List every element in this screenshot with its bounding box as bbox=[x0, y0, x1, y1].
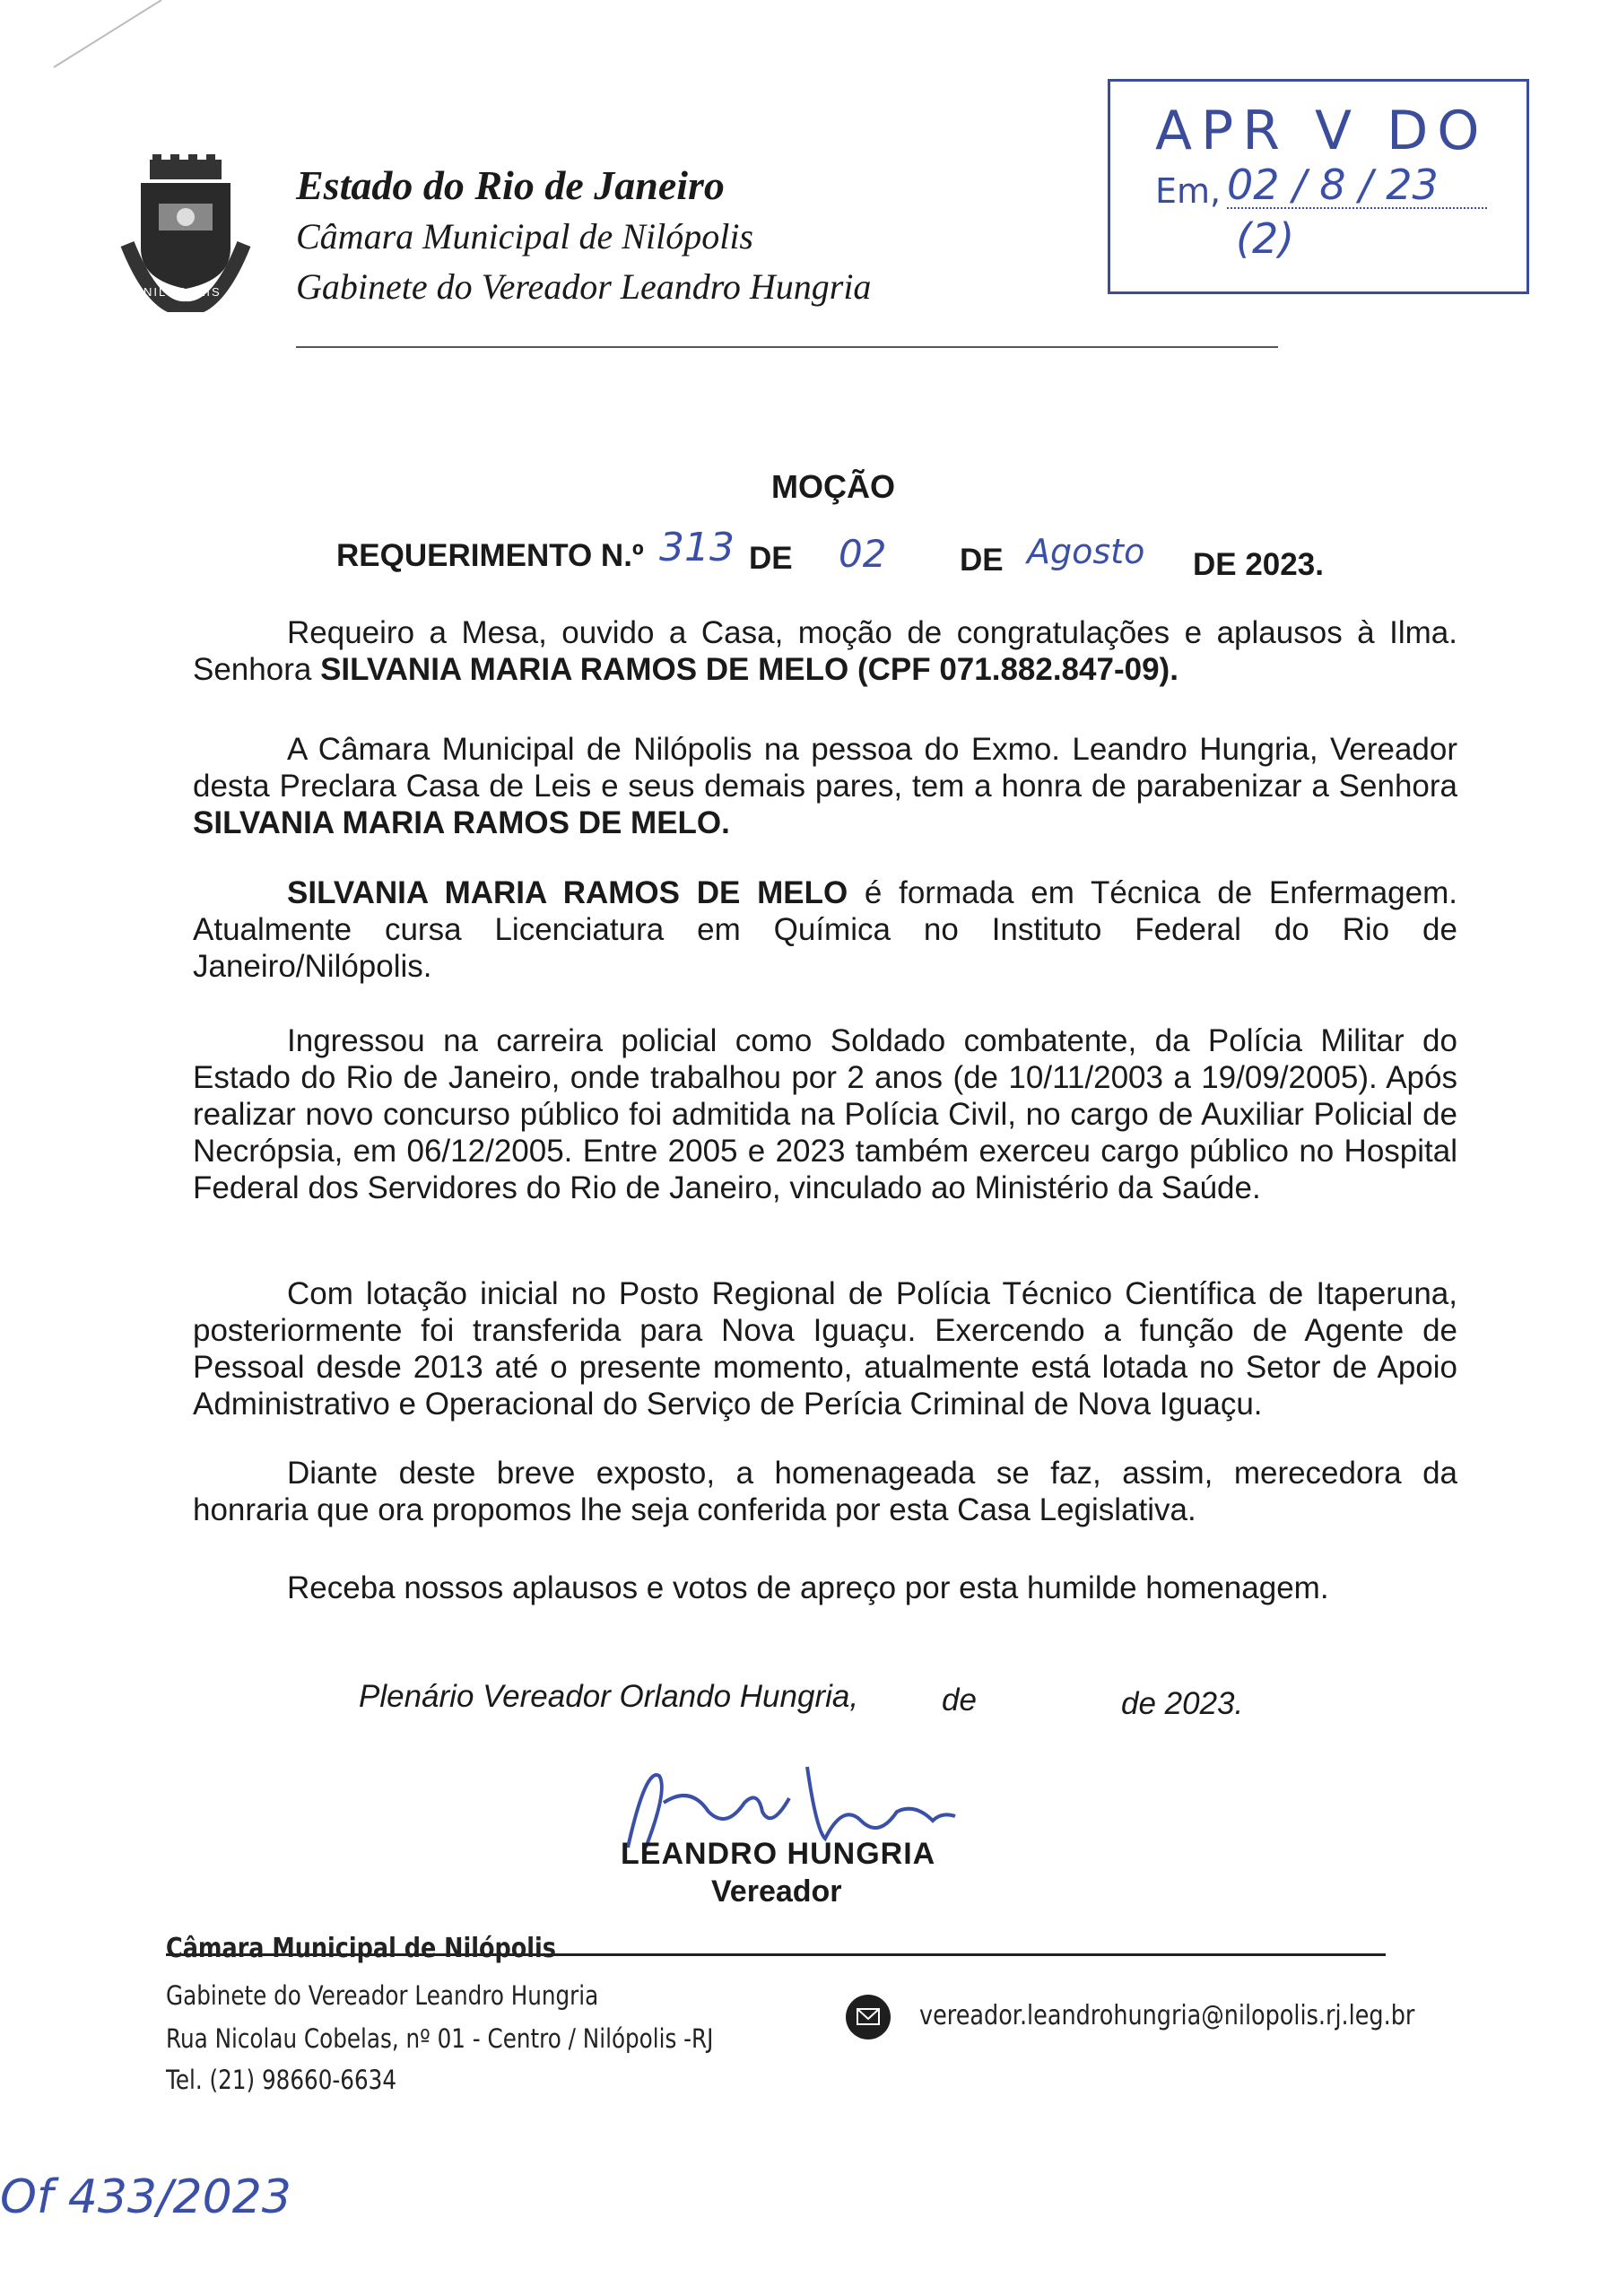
honoree-name-bold: SILVANIA MARIA RAMOS DE MELO bbox=[287, 875, 848, 910]
request-day: 02 bbox=[839, 532, 887, 576]
header-divider bbox=[296, 346, 1278, 348]
signatory-role: Vereador bbox=[711, 1874, 842, 1909]
paragraph-5-text: Com lotação inicial no Posto Regional de Polícia Técnico Científica de Itaperuna, posteriormente foi transferida para Nova Iguaçu. Exercendo a função de Agente de Pessoal desde 2013 até o presente momento, atualmente está lotada no Setor de Apoio Administrativo e Operacional do Serviço de Perícia Criminal de Nova Iguaçu. bbox=[193, 1276, 1457, 1422]
closing-de: de bbox=[942, 1683, 977, 1718]
honoree-name-cpf: SILVANIA MARIA RAMOS DE MELO (CPF 071.882.847-09). bbox=[320, 652, 1178, 687]
header-office: Gabinete do Vereador Leandro Hungria bbox=[296, 266, 872, 307]
request-line bbox=[336, 525, 1336, 587]
paragraph-4-text: Ingressou na carreira policial como Soldado combatente, da Polícia Militar do Estado do Rio de Janeiro, onde trabalhou por 2 anos (de 10/11/2003 a 19/09/2005). Após realizar novo concurso público foi admitida na Polícia Civil, no cargo de Auxiliar Policial de Necrópsia, em 06/12/2005. Entre 2005 e 2023 também exerceu cargo público no Hospital Federal dos Servidores do Rio de Janeiro, vinculado ao Ministério da Saúde. bbox=[193, 1023, 1457, 1205]
approval-stamp bbox=[1108, 79, 1529, 294]
scan-corner-mark bbox=[0, 0, 179, 126]
coat-of-arms-icon bbox=[118, 154, 253, 312]
request-month: Agosto bbox=[1027, 532, 1145, 571]
closing-place: Plenário Vereador Orlando Hungria, bbox=[359, 1679, 859, 1714]
coat-of-arms-label: NILÓPOLIS bbox=[144, 285, 222, 299]
paragraph-6 bbox=[193, 1455, 1457, 1528]
paragraph-3 bbox=[193, 874, 1457, 985]
paragraph-2-text: A Câmara Municipal de Nilópolis na pessoa do Exmo. Leandro Hungria, Vereador desta Preclara Casa de Leis e seus demais pares, tem a honra de parabenizar a Senhora bbox=[193, 732, 1457, 804]
request-year: DE 2023. bbox=[1193, 547, 1324, 582]
header-state: Estado do Rio de Janeiro bbox=[296, 162, 725, 208]
footer-email: vereador.leandrohungria@nilopolis.rj.leg.br bbox=[919, 2000, 1415, 2031]
paragraph-1-text: Requeiro a Mesa, ouvido a Casa, moção de congratulações e aplausos à Ilma. Senhora bbox=[193, 615, 1457, 687]
stamp-number: (2) bbox=[1236, 214, 1295, 263]
stamp-dotted-line bbox=[1227, 207, 1487, 209]
paragraph-3-text: é formada em Técnica de Enfermagem. Atualmente cursa Licenciatura em Química no Instituto Federal do Rio de Janeiro/Nilópolis. bbox=[193, 875, 1457, 984]
email-icon bbox=[846, 1995, 891, 2039]
paragraph-7-text: Receba nossos aplausos e votos de apreço por esta humilde homenagem. bbox=[287, 1570, 1329, 1605]
handwritten-reference: Of 433/2023 bbox=[0, 2170, 291, 2224]
stamp-em-label: Em, bbox=[1155, 171, 1222, 211]
request-de-1: DE bbox=[749, 541, 793, 576]
footer-phone: Tel. (21) 98660-6634 bbox=[166, 2065, 397, 2095]
paragraph-6-text: Diante deste breve exposto, a homenageada se faz, assim, merecedora da honraria que ora propomos lhe seja conferida por esta Casa Legislativa. bbox=[193, 1456, 1457, 1527]
paragraph-2 bbox=[193, 731, 1457, 841]
honoree-name: SILVANIA MARIA RAMOS DE MELO. bbox=[193, 805, 730, 840]
request-de-2: DE bbox=[960, 543, 1004, 578]
request-label: REQUERIMENTO N.º bbox=[336, 538, 644, 573]
signatory-name: LEANDRO HUNGRIA bbox=[621, 1837, 936, 1871]
footer-chamber: Câmara Municipal de Nilópolis bbox=[166, 1933, 556, 1964]
paragraph-4 bbox=[193, 1022, 1457, 1206]
stamp-date: 02 / 8 / 23 bbox=[1227, 161, 1439, 209]
paragraph-5 bbox=[193, 1275, 1457, 1422]
stamp-title: APR V DO bbox=[1155, 100, 1489, 162]
document-title: MOÇÃO bbox=[771, 468, 895, 505]
request-number: 313 bbox=[659, 525, 735, 570]
paragraph-1 bbox=[193, 614, 1457, 688]
paragraph-7 bbox=[193, 1570, 1457, 1606]
closing-year: de 2023. bbox=[1121, 1686, 1244, 1721]
footer-address: Rua Nicolau Cobelas, nº 01 - Centro / Nilópolis -RJ bbox=[166, 2023, 714, 2054]
footer-office: Gabinete do Vereador Leandro Hungria bbox=[166, 1980, 599, 2011]
header-chamber: Câmara Municipal de Nilópolis bbox=[296, 216, 753, 257]
